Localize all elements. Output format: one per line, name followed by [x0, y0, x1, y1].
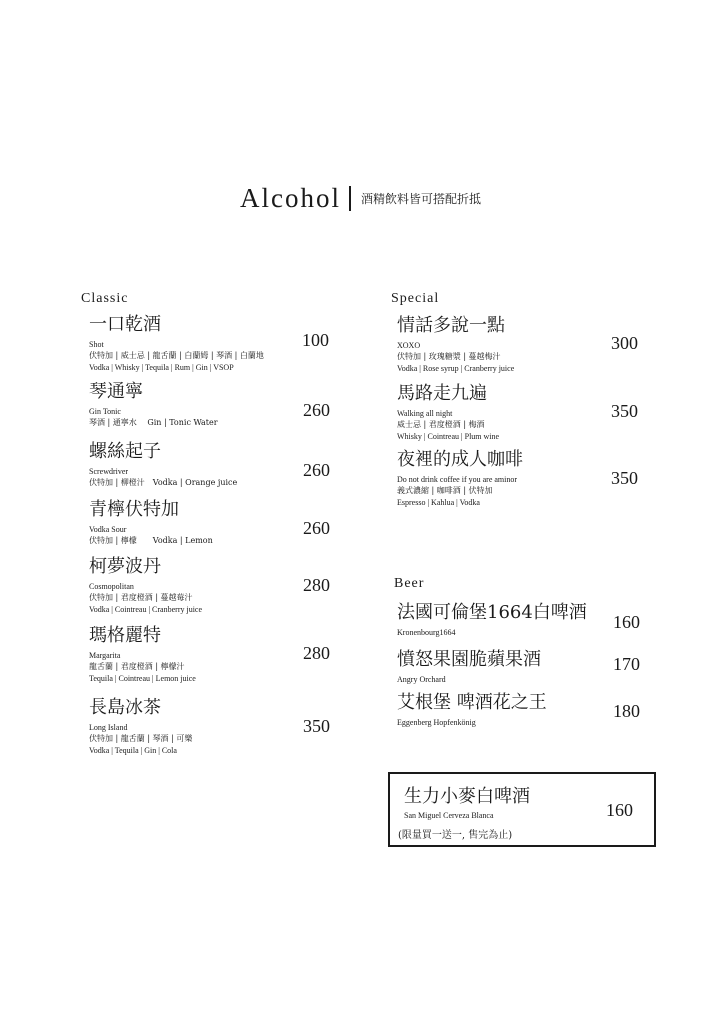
item-ingredients: 伏特加 | 威士忌 | 龍舌蘭 | 白蘭姆 | 琴酒 | 白蘭地 — [89, 351, 264, 360]
item-price: 280 — [303, 643, 330, 663]
item-price: 180 — [613, 701, 640, 721]
item-name: 青檸伏特加 — [89, 499, 179, 520]
item-name: 艾根堡 啤酒花之王 — [397, 692, 547, 713]
item-ingredients: 龍舌蘭 | 君度橙酒 | 檸檬汁 — [89, 662, 185, 671]
item-ingredients-en: Tequila | Cointreau | Lemon juice — [89, 674, 196, 683]
menu-title — [0, 183, 721, 214]
promo-name: 生力小麥白啤酒 — [404, 786, 530, 807]
item-ingredients: 琴酒 | 通寧水 Gin | Tonic Water — [89, 418, 218, 427]
item-english: Screwdriver — [89, 467, 129, 476]
item-name: 螺絲起子 — [89, 441, 161, 462]
menu-item-cosmopolitan — [89, 556, 202, 616]
menu-item-shot — [89, 314, 264, 374]
item-ingredients: 義式濃縮 | 咖啡酒 | 伏特加 — [397, 486, 493, 495]
menu-item-adult-coffee — [397, 449, 523, 509]
item-name: 夜裡的成人咖啡 — [397, 449, 523, 470]
section-special-label: Special — [391, 291, 440, 306]
item-price: 260 — [303, 460, 330, 480]
item-price: 280 — [303, 575, 330, 595]
title-main: Alcohol — [239, 183, 341, 213]
item-ingredients: 伏特加 | 柳橙汁 Vodka | Orange juice — [89, 478, 238, 487]
item-price: 300 — [611, 333, 638, 353]
item-price: 260 — [303, 400, 330, 420]
item-ingredients-en: Whisky | Cointreau | Plum wine — [397, 432, 500, 441]
menu-item-margarita — [89, 625, 196, 685]
item-english: Margarita — [89, 651, 121, 660]
item-english: Do not drink coffee if you are aminor — [397, 475, 518, 484]
item-ingredients: 伏特加 | 檸檬 Vodka | Lemon — [89, 536, 213, 545]
item-english: Shot — [89, 340, 104, 349]
item-ingredients-en: Vodka | Cointreau | Cranberry juice — [89, 605, 203, 614]
promo-box — [388, 772, 656, 847]
item-name: 長島冰茶 — [89, 697, 161, 718]
menu-item-kronenbourg — [397, 602, 587, 638]
section-classic-label: Classic — [81, 291, 129, 306]
item-ingredients-en: Vodka | Whisky | Tequila | Rum | Gin | VSOP — [89, 363, 234, 372]
item-english: XOXO — [397, 341, 421, 350]
item-ingredients: 伏特加 | 君度橙酒 | 蔓越莓汁 — [89, 593, 193, 602]
menu-item-vodka-sour — [89, 499, 213, 547]
title-subtitle: 酒精飲料皆可搭配折抵 — [360, 192, 481, 206]
item-english: Kronenbourg1664 — [397, 628, 456, 637]
item-name: 情話多說一點 — [397, 315, 505, 336]
item-price: 160 — [613, 612, 640, 632]
item-english: Cosmopolitan — [89, 582, 134, 591]
item-english: Long Island — [89, 723, 128, 732]
item-price: 350 — [611, 401, 638, 421]
item-price: 170 — [613, 654, 640, 674]
item-english: Gin Tonic — [89, 407, 121, 416]
item-name: 琴通寧 — [89, 381, 143, 402]
menu-item-angry-orchard — [397, 649, 541, 685]
menu-item-gin-tonic — [89, 381, 218, 429]
item-name: 柯夢波丹 — [89, 556, 161, 577]
item-price: 260 — [303, 518, 330, 538]
item-name: 憤怒果園脆蘋果酒 — [397, 649, 541, 670]
item-ingredients: 威士忌 | 君度橙酒 | 梅酒 — [397, 420, 485, 429]
menu-item-eggenberg — [397, 692, 547, 728]
menu-item-walking-all-night — [397, 383, 499, 443]
item-name: 法國可倫堡1664白啤酒 — [397, 602, 587, 623]
menu-item-screwdriver — [89, 441, 237, 489]
item-price: 350 — [303, 716, 330, 736]
item-price: 100 — [302, 330, 329, 350]
item-price: 350 — [611, 468, 638, 488]
item-name: 馬路走九遍 — [397, 383, 487, 404]
item-english: Walking all night — [397, 409, 453, 418]
item-ingredients-en: Espresso | Kahlua | Vodka — [397, 498, 480, 507]
menu-item-long-island — [89, 697, 192, 757]
item-ingredients-en: Vodka | Rose syrup | Cranberry juice — [397, 364, 515, 373]
item-ingredients: 伏特加 | 龍舌蘭 | 琴酒 | 可樂 — [89, 734, 193, 743]
item-ingredients-en: Vodka | Tequila | Gin | Cola — [89, 746, 177, 755]
item-name: 瑪格麗特 — [89, 625, 161, 646]
item-english: Eggenberg Hopfenkönig — [397, 718, 476, 727]
section-beer-label: Beer — [394, 576, 425, 591]
promo-price: 160 — [606, 800, 633, 820]
item-english: Angry Orchard — [397, 675, 446, 684]
promo-english: San Miguel Cerveza Blanca — [404, 811, 494, 820]
item-name: 一口乾酒 — [89, 314, 161, 335]
title-divider — [349, 186, 351, 211]
item-english: Vodka Sour — [89, 525, 127, 534]
item-ingredients: 伏特加 | 玫瑰糖漿 | 蔓越梅汁 — [397, 352, 501, 361]
menu-item-xoxo — [397, 315, 514, 375]
promo-note: (限量買一送一, 售完為止) — [398, 830, 513, 841]
